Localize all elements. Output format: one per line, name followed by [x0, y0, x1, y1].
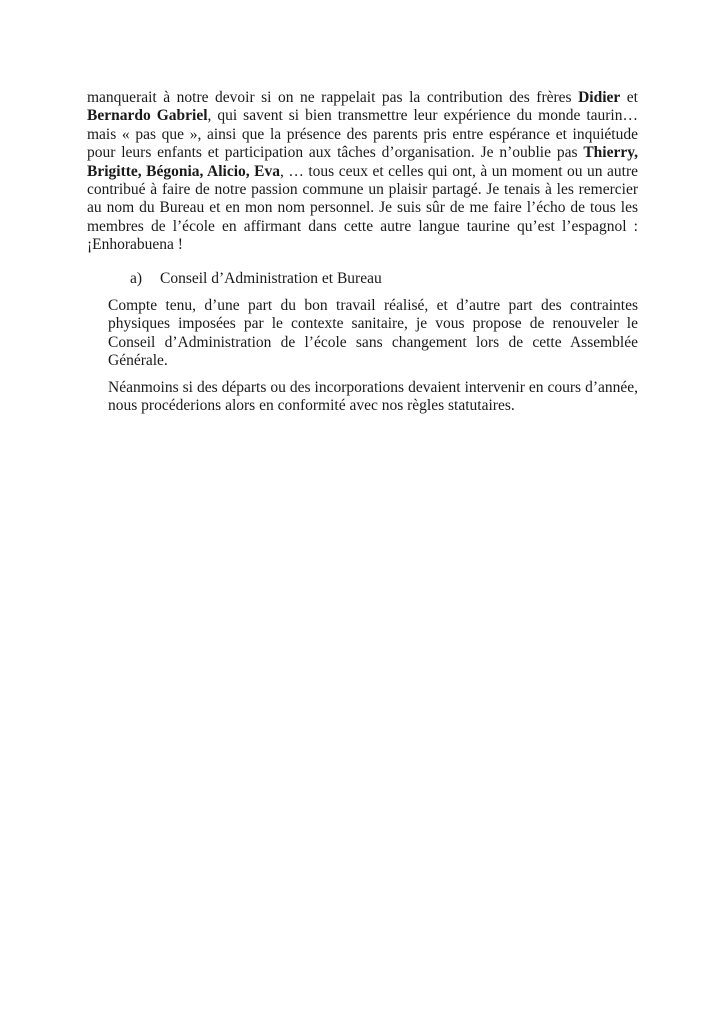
bold-name-didier: Didier — [578, 89, 621, 106]
paragraph-proposal: Compte tenu, d’une part du bon travail réalisé, et d’autre part des contraintes physiques imposées par le contexte sanitaire, je vous propose de renouveler le Conseil d’Administration de l’école sans changement lors de cette Assemblée Générale. — [108, 297, 638, 370]
bold-names-list: Thierry, Brigitte, Bégonia, Alicio, Eva — [87, 144, 638, 180]
paragraph-text: , qui savent si bien transmettre leur expérience du monde taurin… mais « pas que », ainsi que la présence des parents pris entre espérance et inquiétude pour leurs enfants et participation aux tâches d’organisation. Je n’oublie pas — [87, 107, 638, 162]
bold-name-bernardo-gabriel: Bernardo Gabriel — [87, 107, 208, 125]
section-title: Conseil d’Administration et Bureau — [160, 270, 382, 287]
paragraph-text: et — [620, 89, 638, 106]
section-heading — [130, 270, 630, 288]
paragraph-text: manquerait à notre devoir si on ne rappelait pas la contribution des frères — [87, 89, 579, 106]
paragraph-procedure: Néanmoins si des départs ou des incorporations devaient intervenir en cours d’année, nous procéderions alors en conformité avec nos règles statutaires. — [108, 378, 638, 415]
paragraph-acknowledgements — [87, 89, 638, 255]
list-marker: a) — [130, 270, 143, 287]
paragraph-text: , … tous ceux et celles qui ont, à un moment ou un autre contribué à faire de notre passion commune un plaisir partagé. Je tenais à les remercier au nom du Bureau et en mon nom personnel. Je suis sûr de me faire l’écho de tous les membres de l’école en affirmant dans cette autre langue taurine qu’est l’espagnol : ¡Enhorabuena ! — [87, 162, 638, 254]
section-body — [108, 297, 638, 423]
body-text-block — [87, 89, 638, 255]
